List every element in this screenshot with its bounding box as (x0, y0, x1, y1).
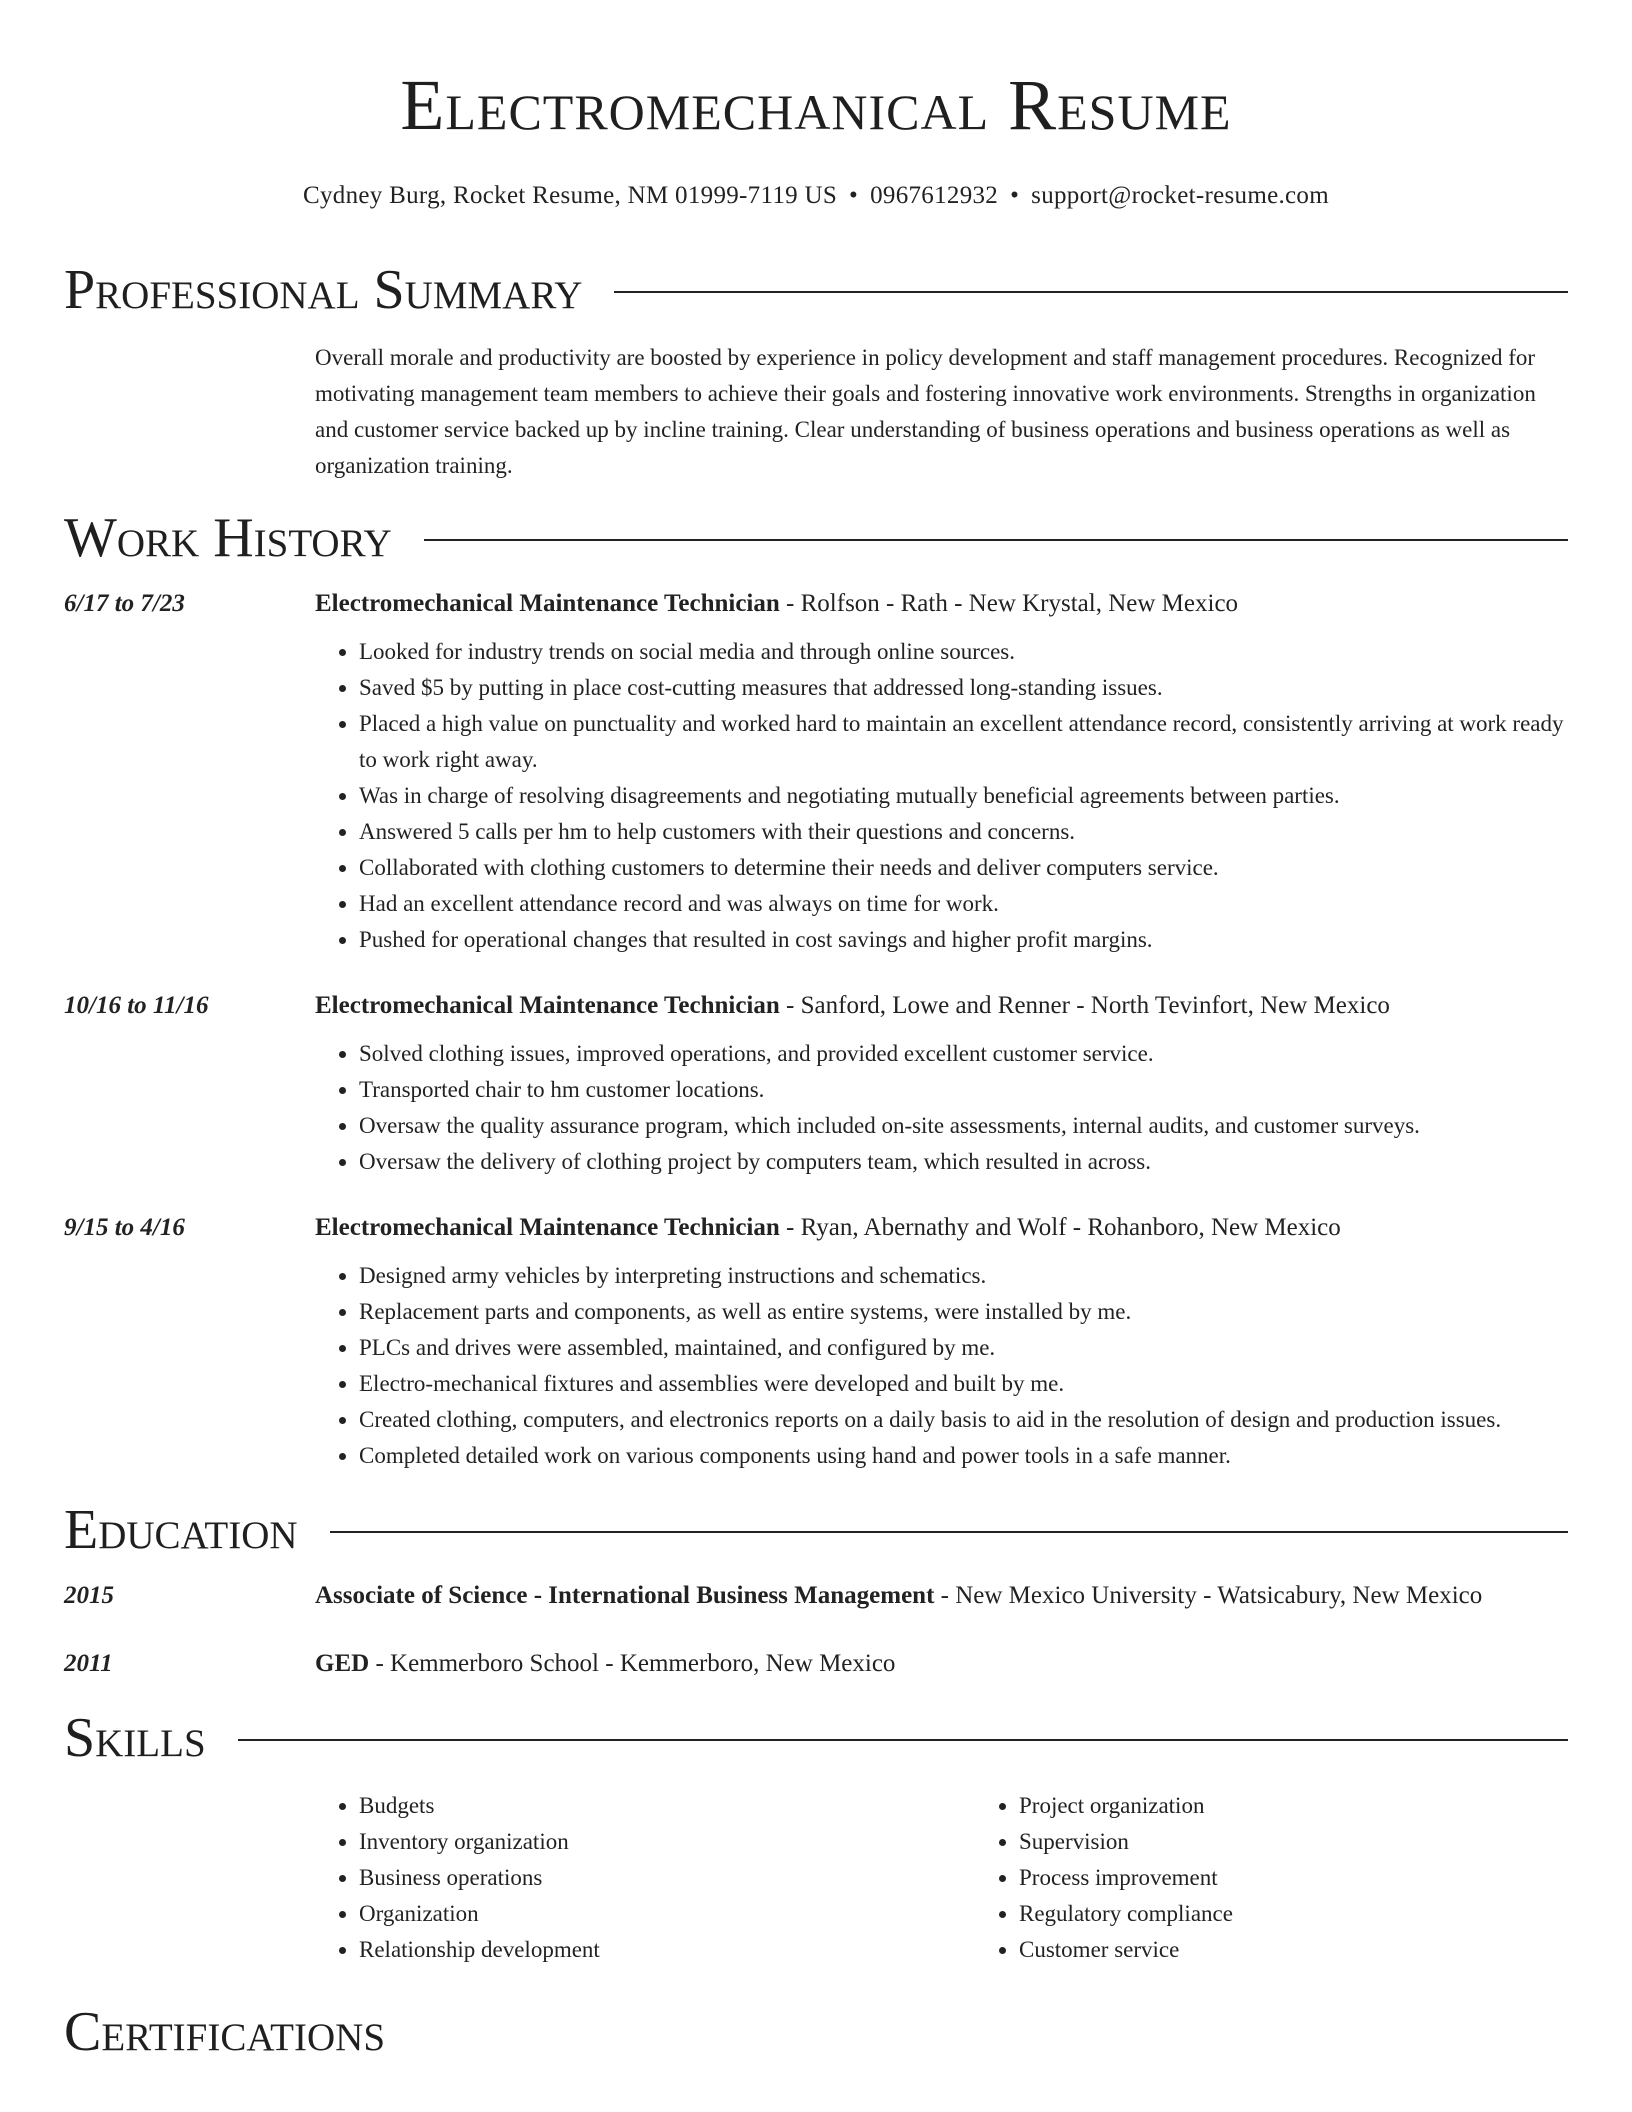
bullet-item: • Transported chair to hm customer locations. (359, 1072, 1568, 1108)
job-headline (315, 992, 1568, 1020)
section-heading-skills (64, 1706, 1568, 1770)
job-dates: 6/17 to 7/23 (64, 590, 185, 617)
contact-email: support@rocket-resume.com (1031, 182, 1329, 209)
skill-item: • Organization (359, 1896, 975, 1932)
job-entry (64, 590, 1568, 958)
bullet-item: • Oversaw the quality assurance program, which included on-site assessments, internal audits, and customer surveys. (359, 1108, 1568, 1144)
bullet-item: • Was in charge of resolving disagreements and negotiating mutually beneficial agreements between parties. (359, 778, 1568, 814)
job-headline (315, 590, 1568, 618)
job-entry (64, 1214, 1568, 1474)
skills-column-left (315, 1788, 975, 1968)
job-bullets (315, 1258, 1568, 1474)
job-bullets (315, 634, 1568, 958)
skill-item: • Customer service (1019, 1932, 1632, 1968)
job-title: Electromechanical Maintenance Technician (315, 992, 780, 1019)
section-title: Education (64, 1499, 298, 1561)
job-details: - Ryan, Abernathy and Wolf - Rohanboro, New Mexico (779, 1214, 1341, 1241)
education-entry (64, 1650, 1568, 1678)
contact-phone: 0967612932 (870, 182, 999, 209)
bullet-item: • Replacement parts and components, as well as entire systems, were installed by me. (359, 1294, 1568, 1330)
section-rule (424, 539, 1568, 541)
bullet-item: • Answered 5 calls per hm to help customers with their questions and concerns. (359, 814, 1568, 850)
education-entry (64, 1582, 1568, 1610)
skills-list (315, 1788, 1568, 1968)
job-title: Electromechanical Maintenance Technician (315, 1214, 780, 1241)
skill-item: • Process improvement (1019, 1860, 1632, 1896)
contact-separator: • (1010, 182, 1020, 209)
contact-separator: • (849, 182, 859, 209)
bullet-item: • Placed a high value on punctuality and worked hard to maintain an excellent attendance record, consistently arriving at work ready to work right away. (359, 706, 1568, 778)
bullet-item: • Looked for industry trends on social media and through online sources. (359, 634, 1568, 670)
bullet-item: • PLCs and drives were assembled, maintained, and configured by me. (359, 1330, 1568, 1366)
bullet-item: • Had an excellent attendance record and was always on time for work. (359, 886, 1568, 922)
job-dates: 10/16 to 11/16 (64, 992, 209, 1019)
section-rule (238, 1739, 1568, 1741)
section-title: Work History (64, 507, 392, 569)
section-rule (614, 291, 1568, 293)
skill-item: • Business operations (359, 1860, 975, 1896)
resume-title: Electromechanical Resume (400, 65, 1232, 145)
bullet-item: • Saved $5 by putting in place cost-cutting measures that addressed long-standing issues. (359, 670, 1568, 706)
bullet-item: • Oversaw the delivery of clothing project by computers team, which resulted in across. (359, 1144, 1568, 1180)
section-heading-summary (64, 258, 1568, 322)
education-details: - New Mexico University - Watsicabury, New Mexico (934, 1582, 1483, 1609)
bullet-item: • Designed army vehicles by interpreting instructions and schematics. (359, 1258, 1568, 1294)
job-dates: 9/15 to 4/16 (64, 1214, 185, 1241)
skill-item: • Supervision (1019, 1824, 1632, 1860)
skill-item: • Budgets (359, 1788, 975, 1824)
bullet-item: • Created clothing, computers, and electronics reports on a daily basis to aid in the resolution of design and production issues. (359, 1402, 1568, 1438)
education-details: - Kemmerboro School - Kemmerboro, New Mexico (369, 1650, 896, 1677)
education-headline (315, 1582, 1568, 1610)
section-title: Certifications (64, 2001, 386, 2063)
bullet-item: • Electro-mechanical fixtures and assemblies were developed and built by me. (359, 1366, 1568, 1402)
bullet-item: • Collaborated with clothing customers to determine their needs and deliver computers service. (359, 850, 1568, 886)
contact-line (64, 182, 1568, 210)
job-entry (64, 992, 1568, 1180)
job-details: - Sanford, Lowe and Renner - North Tevinfort, New Mexico (779, 992, 1390, 1019)
skill-item: • Project organization (1019, 1788, 1632, 1824)
contact-address: Cydney Burg, Rocket Resume, NM 01999-7119 US (303, 182, 838, 209)
bullet-item: • Solved clothing issues, improved operations, and provided excellent customer service. (359, 1036, 1568, 1072)
job-headline (315, 1214, 1568, 1242)
skill-item: • Inventory organization (359, 1824, 975, 1860)
skill-item: • Regulatory compliance (1019, 1896, 1632, 1932)
skills-column-right (975, 1788, 1632, 1968)
education-degree: Associate of Science - International Business Management (315, 1582, 935, 1609)
job-details: - Rolfson - Rath - New Krystal, New Mexico (779, 590, 1239, 617)
skill-item: • Relationship development (359, 1932, 975, 1968)
section-heading-education (64, 1498, 1568, 1562)
job-bullets (315, 1036, 1568, 1180)
job-title: Electromechanical Maintenance Technician (315, 590, 780, 617)
bullet-item: • Completed detailed work on various components using hand and power tools in a safe manner. (359, 1438, 1568, 1474)
education-year: 2011 (64, 1650, 113, 1677)
section-heading-work-history (64, 506, 1568, 570)
education-degree: GED (315, 1650, 370, 1677)
bullet-item: • Pushed for operational changes that resulted in cost savings and higher profit margins. (359, 922, 1568, 958)
section-heading-certifications (64, 2000, 1568, 2064)
section-title: Skills (64, 1707, 206, 1769)
summary-text: Overall morale and productivity are boosted by experience in policy development and staff management procedures. Recognized for motivating management team members to achieve their goals and fostering innovative work environments. Strengths in organization and customer service backed up by incline training. Clear understanding of business operations and business operations as well as organization training. (315, 345, 1536, 478)
resume-page (64, 0, 1568, 2064)
education-year: 2015 (64, 1582, 114, 1609)
section-title: Professional Summary (64, 259, 583, 321)
section-rule (330, 1531, 1568, 1533)
education-headline (315, 1650, 1568, 1678)
